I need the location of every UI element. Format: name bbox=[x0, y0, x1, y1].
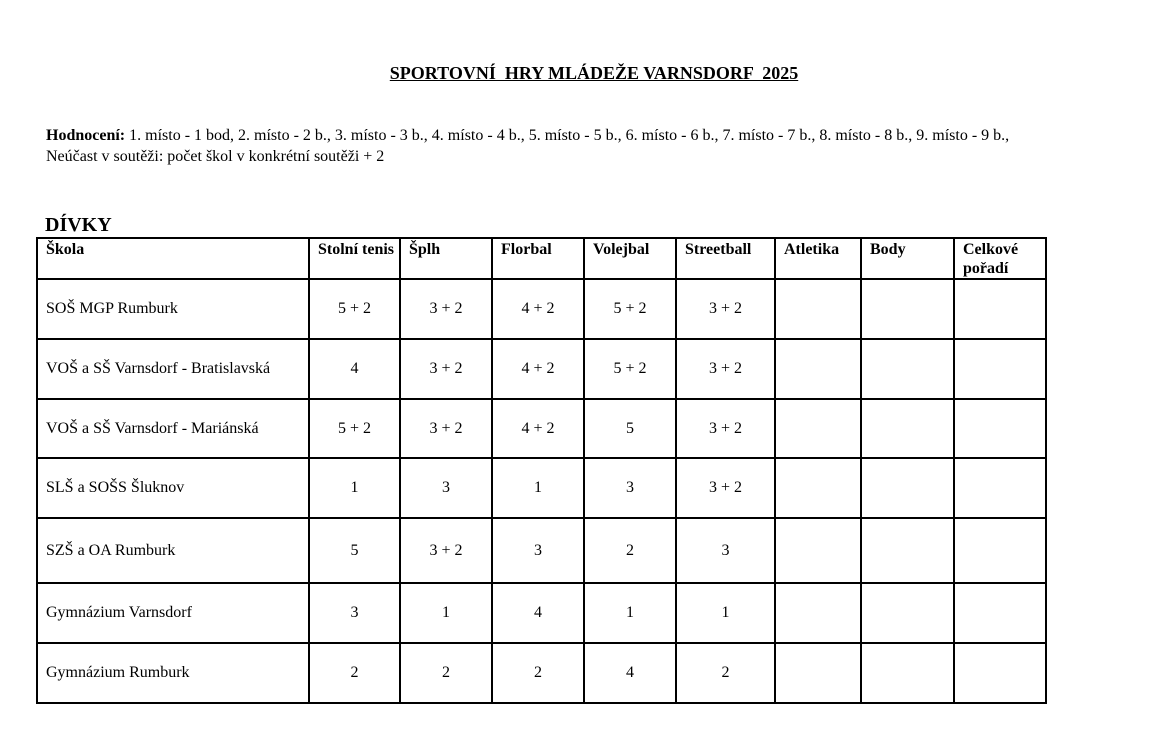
table-row bbox=[37, 518, 1046, 583]
score-cell bbox=[775, 518, 861, 583]
header-cell-overall-rank: Celkové pořadí bbox=[954, 238, 1046, 279]
score-cell: 5 + 2 bbox=[309, 279, 400, 339]
rating-text: 1. místo - 1 bod, 2. místo - 2 b., 3. místo - 3 b., 4. místo - 4 b., 5. místo - 5 b., 6. místo - 6 b., 7. místo - 7 b., 8. místo - 8 b., 9. místo - 9 b., bbox=[125, 127, 1010, 144]
score-cell bbox=[775, 279, 861, 339]
school-cell: Gymnázium Rumburk bbox=[37, 643, 309, 703]
score-cell: 2 bbox=[400, 643, 492, 703]
school-cell: VOŠ a SŠ Varnsdorf - Bratislavská bbox=[37, 339, 309, 399]
score-cell: 4 + 2 bbox=[492, 399, 584, 458]
score-cell bbox=[861, 279, 954, 339]
score-cell: 1 bbox=[492, 458, 584, 518]
score-cell bbox=[861, 643, 954, 703]
score-cell bbox=[861, 399, 954, 458]
score-cell: 4 bbox=[309, 339, 400, 399]
score-cell bbox=[861, 583, 954, 643]
school-cell: SLŠ a SOŠS Šluknov bbox=[37, 458, 309, 518]
score-cell bbox=[861, 339, 954, 399]
score-cell: 1 bbox=[584, 583, 676, 643]
score-cell: 1 bbox=[309, 458, 400, 518]
score-cell: 3 bbox=[492, 518, 584, 583]
rating-rules bbox=[46, 125, 1166, 167]
table-row bbox=[37, 458, 1046, 518]
score-cell: 3 + 2 bbox=[400, 339, 492, 399]
score-cell: 2 bbox=[676, 643, 775, 703]
score-cell: 5 bbox=[584, 399, 676, 458]
score-cell: 3 + 2 bbox=[676, 279, 775, 339]
header-row bbox=[37, 238, 1046, 279]
score-cell bbox=[775, 458, 861, 518]
score-cell: 2 bbox=[309, 643, 400, 703]
score-cell bbox=[775, 583, 861, 643]
score-cell bbox=[954, 279, 1046, 339]
table-body bbox=[37, 279, 1046, 703]
score-cell bbox=[954, 339, 1046, 399]
score-cell: 4 bbox=[584, 643, 676, 703]
school-cell: VOŠ a SŠ Varnsdorf - Mariánská bbox=[37, 399, 309, 458]
school-cell: SOŠ MGP Rumburk bbox=[37, 279, 309, 339]
header-cell-points: Body bbox=[861, 238, 954, 279]
score-cell bbox=[775, 339, 861, 399]
score-cell: 5 + 2 bbox=[584, 279, 676, 339]
score-cell bbox=[954, 643, 1046, 703]
score-cell: 3 + 2 bbox=[400, 518, 492, 583]
header-cell-rope-climb: Šplh bbox=[400, 238, 492, 279]
score-cell bbox=[954, 518, 1046, 583]
score-cell bbox=[861, 518, 954, 583]
score-cell: 4 + 2 bbox=[492, 279, 584, 339]
table-row bbox=[37, 339, 1046, 399]
header-cell-table-tennis: Stolní tenis bbox=[309, 238, 400, 279]
school-cell: Gymnázium Varnsdorf bbox=[37, 583, 309, 643]
table-row bbox=[37, 583, 1046, 643]
score-cell: 3 + 2 bbox=[676, 399, 775, 458]
score-cell: 3 bbox=[676, 518, 775, 583]
header-cell-athletics: Atletika bbox=[775, 238, 861, 279]
results-table bbox=[36, 237, 1047, 704]
rating-line-1 bbox=[46, 125, 1166, 146]
header-cell-volleyball: Volejbal bbox=[584, 238, 676, 279]
score-cell: 3 + 2 bbox=[400, 399, 492, 458]
score-cell bbox=[775, 643, 861, 703]
table-row bbox=[37, 399, 1046, 458]
score-cell: 3 + 2 bbox=[400, 279, 492, 339]
rating-label: Hodnocení: bbox=[46, 127, 126, 144]
score-cell bbox=[954, 399, 1046, 458]
header-cell-school: Škola bbox=[37, 238, 309, 279]
table-header bbox=[37, 238, 1046, 279]
rating-line-2: Neúčast v soutěži: počet škol v konkrétní soutěži + 2 bbox=[46, 148, 385, 165]
score-cell bbox=[954, 458, 1046, 518]
score-cell: 4 bbox=[492, 583, 584, 643]
score-cell: 5 + 2 bbox=[584, 339, 676, 399]
score-cell bbox=[954, 583, 1046, 643]
score-cell: 3 + 2 bbox=[676, 339, 775, 399]
score-cell bbox=[861, 458, 954, 518]
score-cell bbox=[775, 399, 861, 458]
score-cell: 3 bbox=[309, 583, 400, 643]
header-cell-floorball: Florbal bbox=[492, 238, 584, 279]
score-cell: 3 + 2 bbox=[676, 458, 775, 518]
score-cell: 2 bbox=[492, 643, 584, 703]
score-cell: 3 bbox=[400, 458, 492, 518]
score-cell: 3 bbox=[584, 458, 676, 518]
page-title: SPORTOVNÍ HRY MLÁDEŽE VARNSDORF 2025 bbox=[389, 63, 799, 83]
score-cell: 5 + 2 bbox=[309, 399, 400, 458]
score-cell: 1 bbox=[676, 583, 775, 643]
score-cell: 5 bbox=[309, 518, 400, 583]
table-row bbox=[37, 643, 1046, 703]
table-row bbox=[37, 279, 1046, 339]
section-title-girls: DÍVKY bbox=[45, 214, 112, 236]
score-cell: 2 bbox=[584, 518, 676, 583]
school-cell: SZŠ a OA Rumburk bbox=[37, 518, 309, 583]
score-cell: 4 + 2 bbox=[492, 339, 584, 399]
header-cell-streetball: Streetball bbox=[676, 238, 775, 279]
score-cell: 1 bbox=[400, 583, 492, 643]
